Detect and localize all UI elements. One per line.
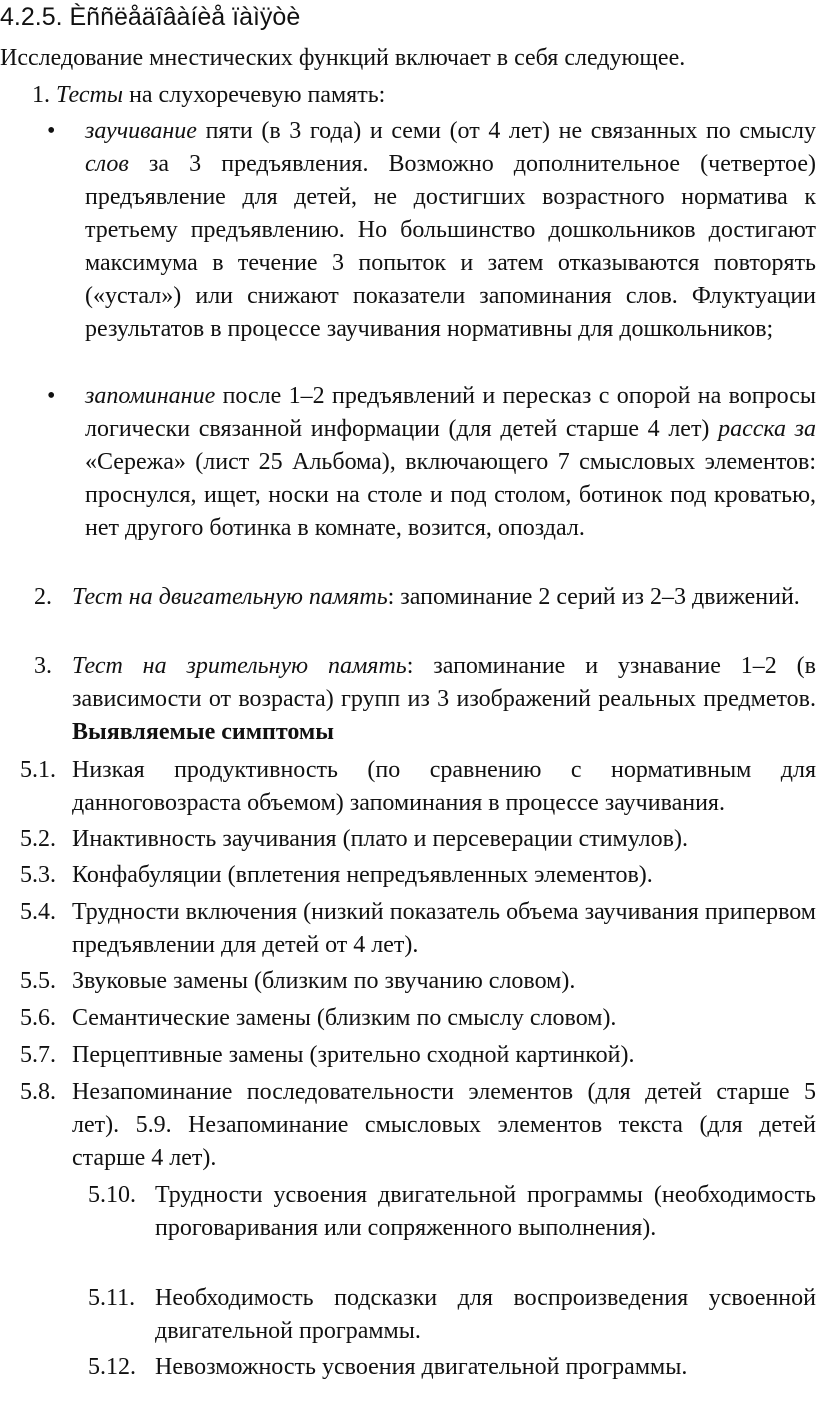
- symptom-item: [0, 896, 816, 962]
- bullet-item: [0, 380, 816, 545]
- symptom-item: [0, 965, 816, 998]
- bullet-symbol: •: [47, 383, 56, 409]
- test2-body: : запоминание 2 серий из 2–3 движений.: [387, 584, 800, 610]
- symptom-text: Трудности усвоения двигательной программы (необходимость проговаривания или сопряженного выполнения).: [155, 1182, 816, 1241]
- symptom-number: 5.11.: [88, 1285, 136, 1311]
- bullet-body: пяти (в 3 года) и семи (от 4 лет) не связанных по смыслу: [196, 118, 816, 144]
- symptom-text: Трудности включения (низкий показатель объема заучивания припервом предъявлении для детей от 4 лет).: [72, 899, 816, 958]
- test3-body: : запоминание и узнавание 1–2 (в зависимости от возраста) групп из 3 изображений реальных предметов.: [72, 653, 816, 712]
- test3-number: 3.: [34, 653, 52, 679]
- bullet-text: [85, 115, 816, 346]
- symptom-item: [0, 754, 816, 820]
- symptom-number: 5.2.: [20, 826, 56, 852]
- symptom-number: 5.10.: [88, 1182, 136, 1208]
- symptom-number: 5.5.: [20, 968, 56, 994]
- bullet-term: запоминание: [85, 383, 216, 409]
- symptom-number: 5.8.: [20, 1079, 56, 1105]
- test3-text: [72, 650, 816, 749]
- symptom-number: 5.6.: [20, 1005, 56, 1031]
- test3-item: [0, 650, 816, 749]
- section-title: 4.2.5. Èññëåäîâàíèå ïàìÿòè: [0, 3, 301, 31]
- symptom-text: Звуковые замены (близким по звучанию словом).: [72, 968, 576, 994]
- bullet-term-2: слов: [85, 151, 129, 177]
- symptom-text: Инактивность заучивания (плато и персеверации стимулов).: [72, 826, 688, 852]
- symptom-text: Низкая продуктивность (по сравнению с нормативным для данноговозраста объемом) запоминания в процессе заучивания.: [72, 757, 816, 816]
- test1-number: 1.: [32, 82, 50, 108]
- symptom-text: Семантические замены (близким по смыслу словом).: [72, 1005, 617, 1031]
- symptom-item: [0, 1002, 816, 1035]
- symptom-text: Конфабуляции (вплетения непредъявленных элементов).: [72, 862, 653, 888]
- bullet-body-2: за 3 предъявления. Возможно дополнительное (четвертое) предъявление для детей, не достигших возрастного норматива к третьему предъявлению. Но большинство дошкольников достигают максимума в течение 3 попыток и затем отказываются повторять («устал») или снижают показатели запоминания слов. Флуктуации результатов в процессе заучивания нормативны для дошкольников;: [85, 151, 816, 342]
- bullet-term: заучивание: [85, 118, 197, 144]
- symptom-text: Невозможность усвоения двигательной программы.: [155, 1354, 688, 1380]
- test2-item: [0, 581, 816, 614]
- test1-title-italic: Тесты: [56, 82, 124, 108]
- bullet-item: [0, 115, 816, 346]
- symptom-number: 5.12.: [88, 1354, 136, 1380]
- symptom-text: Перцептивные замены (зрительно сходной картинкой).: [72, 1042, 635, 1068]
- symptom-number: 5.7.: [20, 1042, 56, 1068]
- symptom-item: [0, 1076, 816, 1175]
- symptom-item: [0, 1351, 816, 1384]
- test3-title: Тест на зрительную память: [72, 653, 407, 679]
- symptom-item: [0, 859, 816, 892]
- symptom-item: [0, 823, 816, 856]
- test1-heading: [32, 79, 385, 111]
- bullet-term-2: расска за: [718, 416, 816, 442]
- symptom-number: 5.1.: [20, 757, 56, 783]
- symptom-item: [0, 1179, 816, 1245]
- symptom-text: Незапоминание последовательности элементов (для детей старше 5 лет). 5.9. Незапоминание смысловых элементов текста (для детей старше 4 лет).: [72, 1079, 816, 1171]
- symptom-item: [0, 1282, 816, 1348]
- bullet-body-2: «Сережа» (лист 25 Альбома), включающего 7 смысловых элементов: проснулся, ищет, носки на столе и под столом, ботинок под кроватью, нет другого ботинка в комнате, возится, опоздал.: [85, 449, 816, 541]
- symptom-number: 5.3.: [20, 862, 56, 888]
- symptoms-heading: Выявляемые симптомы: [72, 719, 334, 745]
- symptom-number: 5.4.: [20, 899, 56, 925]
- test2-text: [72, 581, 816, 614]
- bullet-symbol: •: [47, 118, 56, 144]
- symptom-text: Необходимость подсказки для воспроизведения усвоенной двигательной программы.: [155, 1285, 816, 1344]
- test1-title-rest: на слухоречевую память:: [123, 82, 386, 108]
- symptom-item: [0, 1039, 816, 1072]
- bullet-text: [85, 380, 816, 545]
- test2-title: Тест на двигательную память: [72, 584, 388, 610]
- intro-paragraph: Исследование мнестических функций включает в себя следующее.: [0, 45, 686, 71]
- test2-number: 2.: [34, 584, 52, 610]
- bullet-body: после 1–2 предъявлений и пересказ с опорой на вопросы логически связанной информации (для детей старше 4 лет): [85, 383, 816, 442]
